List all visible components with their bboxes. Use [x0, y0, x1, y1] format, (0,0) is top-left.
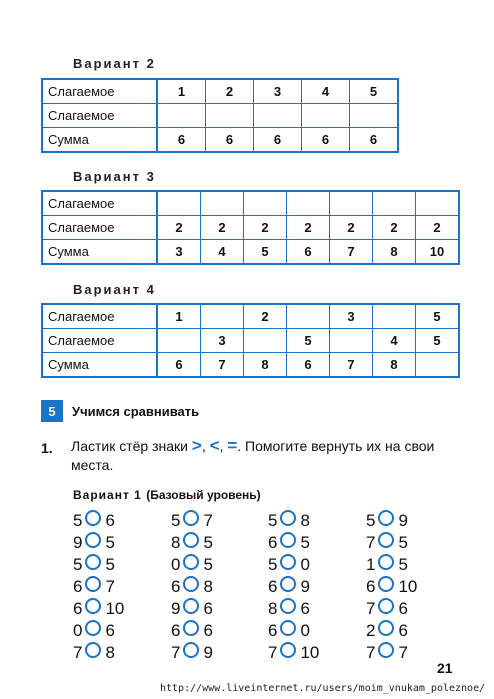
right-number: 10 — [300, 643, 320, 662]
table-cell: 7 — [201, 353, 244, 378]
left-number: 5 — [171, 511, 181, 530]
left-number: 5 — [73, 511, 83, 530]
table-cell: 1 — [157, 304, 201, 329]
table-cell: 7 — [330, 240, 373, 265]
right-number: 8 — [300, 511, 310, 530]
section-heading — [41, 400, 199, 422]
table-cell: 5 — [287, 329, 330, 353]
blank-circle-icon[interactable] — [280, 620, 296, 636]
comparison-item — [366, 576, 417, 598]
left-number: 1 — [366, 555, 376, 574]
blank-circle-icon[interactable] — [280, 598, 296, 614]
right-number: 6 — [398, 599, 408, 618]
table-cell — [350, 104, 399, 128]
left-number: 8 — [171, 533, 181, 552]
left-number: 6 — [268, 577, 278, 596]
right-number: 7 — [203, 511, 213, 530]
comparison-item — [366, 620, 417, 642]
row-label: Слагаемое — [42, 304, 157, 329]
table-cell — [330, 191, 373, 216]
left-number: 9 — [73, 533, 83, 552]
variant-4-title: Вариант 4 — [73, 282, 156, 297]
task-text-after: . Помогите вернуть их на свои места. — [71, 438, 435, 473]
table-cell: 6 — [206, 128, 254, 153]
right-number: 0 — [300, 621, 310, 640]
comparison-column-3 — [268, 510, 319, 664]
table-cell — [244, 191, 287, 216]
blank-circle-icon[interactable] — [378, 532, 394, 548]
table-row — [42, 216, 459, 240]
left-number: 0 — [171, 555, 181, 574]
table-row — [42, 104, 398, 128]
left-number: 0 — [73, 621, 83, 640]
blank-circle-icon[interactable] — [378, 576, 394, 592]
right-number: 6 — [300, 599, 310, 618]
blank-circle-icon[interactable] — [183, 576, 199, 592]
comparison-item — [366, 532, 417, 554]
row-label: Слагаемое — [42, 329, 157, 353]
right-number: 10 — [398, 577, 418, 596]
left-number: 7 — [366, 643, 376, 662]
row-label: Слагаемое — [42, 104, 157, 128]
left-number: 2 — [366, 621, 376, 640]
right-number: 5 — [300, 533, 310, 552]
table-cell: 6 — [157, 353, 201, 378]
table-cell: 2 — [416, 216, 460, 240]
left-number: 6 — [73, 577, 83, 596]
right-number: 9 — [398, 511, 408, 530]
table-cell — [373, 191, 416, 216]
comparison-item — [268, 532, 319, 554]
comparison-column-4 — [366, 510, 417, 664]
task-text: Ластик стёр знаки >, <, =. Помогите вернуть их на свои места. — [71, 436, 435, 473]
table-cell — [157, 191, 201, 216]
comparison-item — [171, 554, 213, 576]
left-number: 6 — [171, 577, 181, 596]
comparison-item — [268, 598, 319, 620]
table-cell — [330, 329, 373, 353]
blank-circle-icon[interactable] — [280, 642, 296, 658]
table-cell: 1 — [157, 79, 206, 104]
table-cell: 6 — [302, 128, 350, 153]
comparison-item — [73, 532, 124, 554]
table-cell — [157, 329, 201, 353]
left-number: 7 — [366, 533, 376, 552]
table-cell: 8 — [373, 353, 416, 378]
table-row — [42, 79, 398, 104]
table-cell: 2 — [373, 216, 416, 240]
comparison-item — [366, 598, 417, 620]
row-label: Слагаемое — [42, 191, 157, 216]
table-cell: 4 — [302, 79, 350, 104]
blank-circle-icon[interactable] — [183, 642, 199, 658]
comparison-item — [171, 510, 213, 532]
footer-url: http://www.liveinternet.ru/users/moim_vnukam_poleznoe/ — [160, 683, 486, 694]
blank-circle-icon[interactable] — [378, 554, 394, 570]
table-cell — [302, 104, 350, 128]
comparison-item — [171, 642, 213, 664]
left-number: 7 — [171, 643, 181, 662]
blank-circle-icon[interactable] — [280, 532, 296, 548]
right-number: 9 — [203, 643, 213, 662]
left-number: 9 — [171, 599, 181, 618]
table-cell — [201, 304, 244, 329]
comparison-column-2 — [171, 510, 213, 664]
comparison-item — [366, 642, 417, 664]
row-label: Сумма — [42, 353, 157, 378]
right-number: 6 — [105, 621, 115, 640]
comparison-item — [171, 598, 213, 620]
comparison-item — [73, 510, 124, 532]
right-number: 5 — [105, 555, 115, 574]
comparison-item — [268, 642, 319, 664]
right-number: 8 — [203, 577, 213, 596]
variant-1-name: Вариант 1 — [73, 488, 142, 502]
left-number: 6 — [171, 621, 181, 640]
comparison-column-1 — [73, 510, 124, 664]
table-cell: 7 — [330, 353, 373, 378]
table-cell: 8 — [373, 240, 416, 265]
table-cell — [244, 329, 287, 353]
blank-circle-icon[interactable] — [183, 510, 199, 526]
variant-2-title: Вариант 2 — [73, 56, 156, 71]
table-cell: 2 — [206, 79, 254, 104]
right-number: 6 — [105, 511, 115, 530]
blank-circle-icon[interactable] — [85, 598, 101, 614]
blank-circle-icon[interactable] — [378, 510, 394, 526]
variant-1-level: (Базовый уровень) — [146, 488, 261, 502]
table-cell: 5 — [244, 240, 287, 265]
left-number: 6 — [366, 577, 376, 596]
table-cell: 2 — [287, 216, 330, 240]
comparison-item — [171, 576, 213, 598]
left-number: 7 — [366, 599, 376, 618]
comparison-item — [366, 510, 417, 532]
left-number: 6 — [268, 621, 278, 640]
table-cell — [206, 104, 254, 128]
variant-4-table — [41, 303, 460, 378]
right-number: 6 — [398, 621, 408, 640]
table-row — [42, 329, 459, 353]
comparison-item — [73, 620, 124, 642]
symbol-less: < — [209, 436, 220, 455]
blank-circle-icon[interactable] — [183, 554, 199, 570]
table-cell: 4 — [201, 240, 244, 265]
table-cell: 8 — [244, 353, 287, 378]
row-label: Слагаемое — [42, 216, 157, 240]
right-number: 8 — [105, 643, 115, 662]
right-number: 5 — [105, 533, 115, 552]
row-label: Сумма — [42, 240, 157, 265]
left-number: 6 — [268, 533, 278, 552]
table-cell — [157, 104, 206, 128]
table-cell: 6 — [157, 128, 206, 153]
right-number: 7 — [398, 643, 408, 662]
comparison-item — [171, 532, 213, 554]
variant-3-title: Вариант 3 — [73, 169, 156, 184]
right-number: 10 — [105, 599, 125, 618]
table-cell — [254, 104, 302, 128]
right-number: 9 — [300, 577, 310, 596]
variant-1-title — [73, 488, 261, 502]
comparison-item — [268, 620, 319, 642]
table-cell: 3 — [330, 304, 373, 329]
table-cell — [287, 191, 330, 216]
table-cell: 2 — [157, 216, 201, 240]
right-number: 5 — [398, 555, 408, 574]
left-number: 7 — [268, 643, 278, 662]
blank-circle-icon[interactable] — [85, 642, 101, 658]
symbol-greater: > — [191, 436, 202, 455]
blank-circle-icon[interactable] — [183, 532, 199, 548]
right-number: 5 — [203, 533, 213, 552]
right-number: 6 — [203, 621, 213, 640]
right-number: 5 — [398, 533, 408, 552]
table-cell — [287, 304, 330, 329]
table-cell: 6 — [287, 353, 330, 378]
table-cell: 3 — [157, 240, 201, 265]
task-number: 1. — [41, 440, 53, 456]
blank-circle-icon[interactable] — [85, 554, 101, 570]
blank-circle-icon[interactable] — [378, 620, 394, 636]
blank-circle-icon[interactable] — [183, 598, 199, 614]
blank-circle-icon[interactable] — [85, 510, 101, 526]
blank-circle-icon[interactable] — [280, 510, 296, 526]
blank-circle-icon[interactable] — [183, 620, 199, 636]
blank-circle-icon[interactable] — [378, 642, 394, 658]
comparison-item — [73, 642, 124, 664]
table-row — [42, 353, 459, 378]
left-number: 7 — [73, 643, 83, 662]
symbol-equal: = — [227, 436, 238, 455]
table-cell: 5 — [416, 329, 460, 353]
comparison-item — [73, 554, 124, 576]
comparison-item — [73, 576, 124, 598]
table-cell: 2 — [330, 216, 373, 240]
left-number: 5 — [268, 511, 278, 530]
table-cell: 6 — [350, 128, 399, 153]
right-number: 5 — [203, 555, 213, 574]
left-number: 5 — [73, 555, 83, 574]
table-cell — [201, 191, 244, 216]
right-number: 6 — [203, 599, 213, 618]
variant-2-table — [41, 78, 399, 153]
blank-circle-icon[interactable] — [85, 620, 101, 636]
table-cell: 10 — [416, 240, 460, 265]
table-cell: 2 — [244, 216, 287, 240]
comparison-item — [73, 598, 124, 620]
comparison-item — [171, 620, 213, 642]
left-number: 5 — [268, 555, 278, 574]
comparison-item — [366, 554, 417, 576]
blank-circle-icon[interactable] — [280, 554, 296, 570]
table-cell — [416, 353, 460, 378]
comparison-item — [268, 510, 319, 532]
table-cell: 5 — [350, 79, 399, 104]
row-label: Сумма — [42, 128, 157, 153]
table-cell: 2 — [244, 304, 287, 329]
comparison-item — [268, 554, 319, 576]
table-cell: 3 — [201, 329, 244, 353]
section-number-badge: 5 — [41, 400, 63, 422]
left-number: 8 — [268, 599, 278, 618]
section-title: Учимся сравнивать — [72, 403, 200, 419]
table-row — [42, 191, 459, 216]
blank-circle-icon[interactable] — [280, 576, 296, 592]
table-cell: 4 — [373, 329, 416, 353]
task-text-before: Ластик стёр знаки — [71, 438, 192, 454]
table-cell: 6 — [287, 240, 330, 265]
blank-circle-icon[interactable] — [85, 576, 101, 592]
table-cell — [416, 191, 460, 216]
variant-3-table — [41, 190, 460, 265]
blank-circle-icon[interactable] — [378, 598, 394, 614]
comparison-item — [268, 576, 319, 598]
right-number: 0 — [300, 555, 310, 574]
page-number: 21 — [437, 660, 453, 676]
table-cell: 3 — [254, 79, 302, 104]
left-number: 6 — [73, 599, 83, 618]
blank-circle-icon[interactable] — [85, 532, 101, 548]
table-row — [42, 304, 459, 329]
right-number: 7 — [105, 577, 115, 596]
table-cell: 2 — [201, 216, 244, 240]
table-cell — [373, 304, 416, 329]
table-cell: 5 — [416, 304, 460, 329]
row-label: Слагаемое — [42, 79, 157, 104]
table-cell: 6 — [254, 128, 302, 153]
left-number: 5 — [366, 511, 376, 530]
table-row — [42, 128, 398, 153]
table-row — [42, 240, 459, 265]
